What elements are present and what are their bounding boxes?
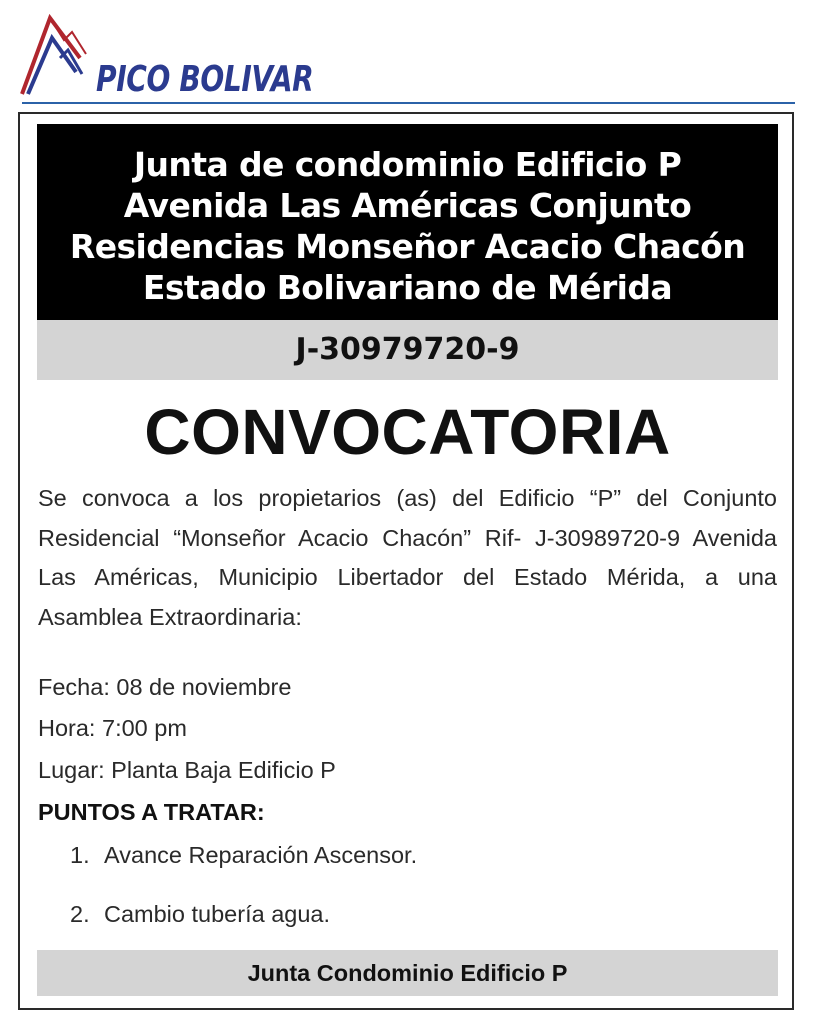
notice-heading: CONVOCATORIA	[144, 396, 671, 468]
agenda-item-number: 1.	[70, 842, 90, 868]
agenda-item-text: Cambio tubería agua.	[104, 901, 331, 927]
agenda-item	[70, 840, 417, 870]
footer-signature-band: Junta Condominio Edificio P	[37, 950, 778, 996]
title-banner	[37, 124, 778, 320]
title-line-1: Junta de condominio Edificio P	[133, 145, 682, 184]
title-line-2: Avenida Las Américas Conjunto	[123, 186, 692, 225]
meeting-date: Fecha: 08 de noviembre	[38, 674, 292, 700]
agenda-item-number: 2.	[70, 901, 90, 927]
agenda-item-text: Avance Reparación Ascensor.	[104, 842, 418, 868]
pico-bolivar-logo	[20, 14, 314, 100]
meeting-time: Hora: 7:00 pm	[38, 715, 187, 741]
title-line-3: Residencias Monseñor Acacio Chacón	[69, 227, 746, 266]
meeting-place: Lugar: Planta Baja Edificio P	[38, 757, 336, 783]
logo-wordmark: PICO BOLIVAR	[96, 59, 314, 100]
notice-body: Se convoca a los propietarios (as) del Edificio “P” del Conjunto Residencial “Monseñor Acacio Chacón” Rif- J-30989720-9 Avenida Las Américas, Municipio Libertador del Estado Mérida, a una Asamblea Extraordinaria:	[38, 485, 777, 630]
agenda-title: PUNTOS A TRATAR:	[38, 799, 265, 825]
rif-band: J-30979720-9	[37, 320, 778, 380]
header-divider	[22, 102, 795, 104]
agenda-item	[70, 899, 330, 929]
title-line-4: Estado Bolivariano de Mérida	[142, 268, 673, 307]
